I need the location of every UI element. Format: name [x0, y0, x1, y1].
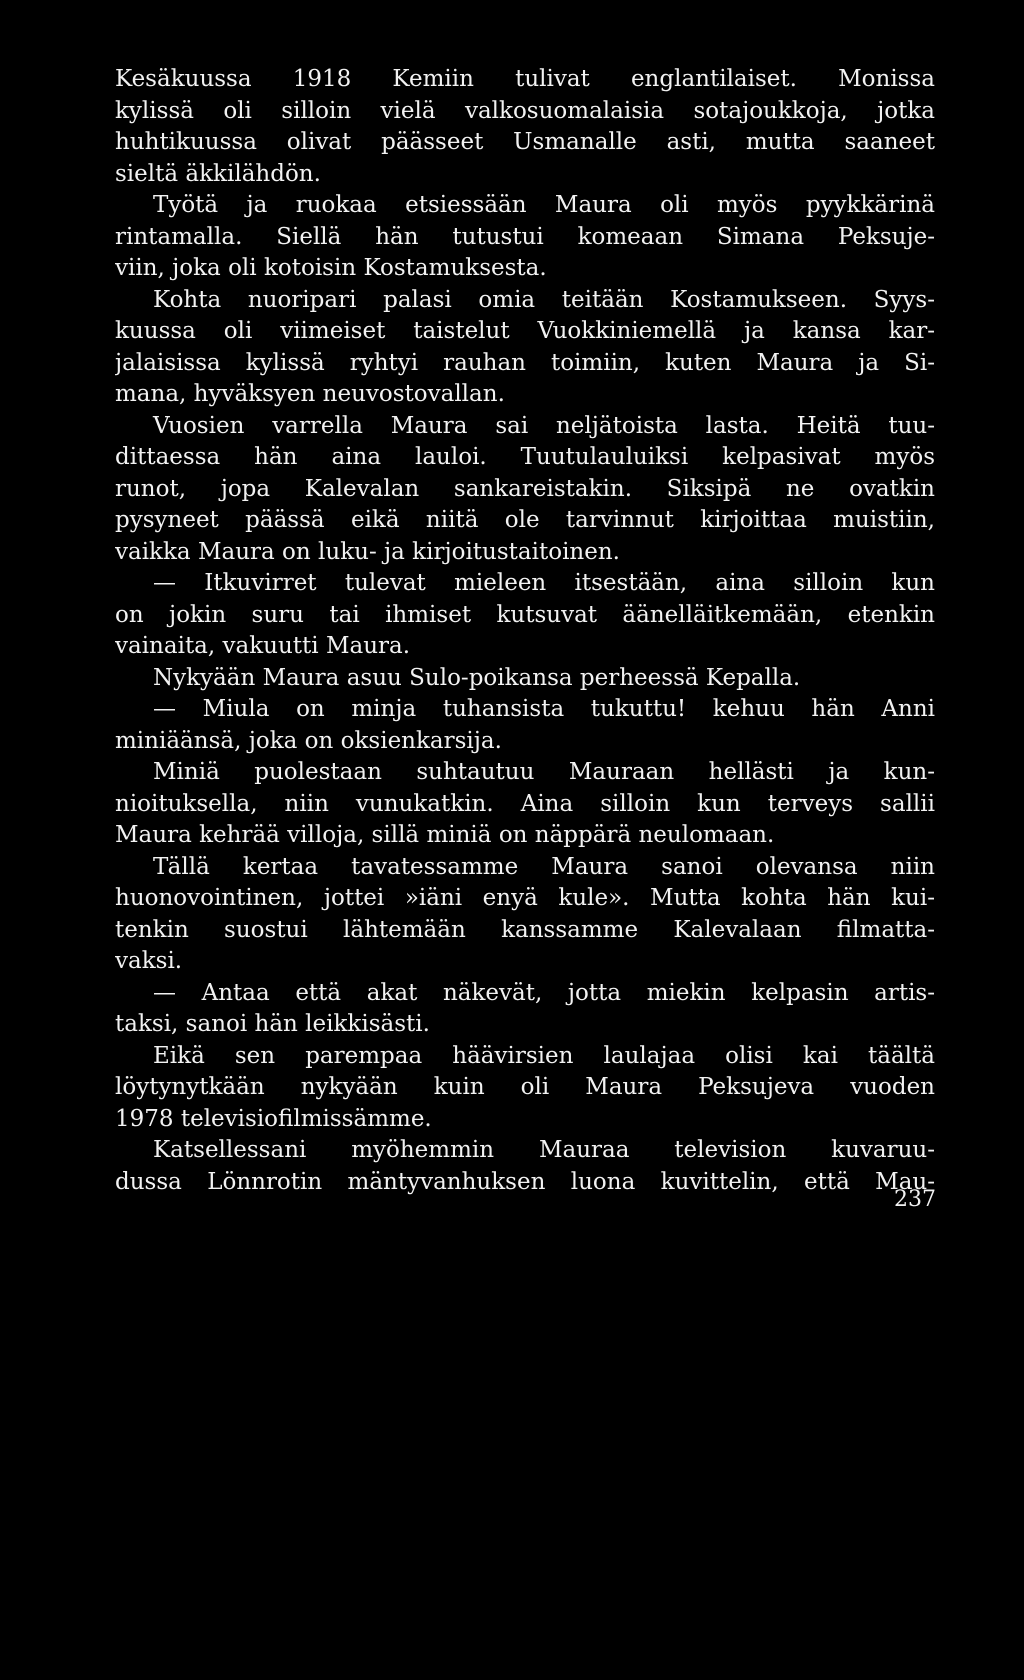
text-line: — Itkuvirret tulevat mieleen itsestään, aina silloin kun: [153, 570, 935, 596]
text-line: Vuosien varrella Maura sai neljätoista lasta. Heitä tuu-: [153, 412, 935, 439]
text-line: kylissä oli silloin vielä valkosuomalaisia sotajoukkoja, jotka: [115, 97, 935, 124]
text-line: pysyneet päässä eikä niitä ole tarvinnut kirjoittaa muistiin,: [115, 507, 935, 533]
text-line: Nykyään Maura asuu Sulo-poikansa perheessä Kepalla.: [153, 664, 801, 691]
text-line: Kohta nuoripari palasi omia teitään Kostamukseen. Syys-: [153, 286, 935, 313]
text-line: runot, jopa Kalevalan sankareistakin. Siksipä ne ovatkin: [115, 475, 935, 502]
text-line: Katsellessani myöhemmin Mauraa television kuvaruu-: [153, 1137, 935, 1163]
text-line: vainaita, vakuutti Maura.: [115, 633, 411, 659]
text-line: rintamalla. Siellä hän tutustui komeaan Simana Peksuje-: [115, 223, 935, 250]
text-line: taksi, sanoi hän leikkisästi.: [115, 1011, 430, 1037]
text-line: jalaisissa kylissä ryhtyi rauhan toimiin, kuten Maura ja Si-: [115, 349, 935, 376]
text-line: vaksi.: [115, 948, 183, 974]
text-line: on jokin suru tai ihmiset kutsuvat äänelläitkemään, etenkin: [115, 601, 935, 628]
text-line: Kesäkuussa 1918 Kemiin tulivat englantilaiset. Monissa: [115, 66, 935, 92]
text-line: huonovointinen, jottei »iäni enyä kule». Mutta kohta hän kui-: [115, 885, 935, 911]
text-line: tenkin suostui lähtemään kanssamme Kalevalaan filmatta-: [115, 916, 935, 943]
page-number: 237: [894, 1187, 936, 1212]
text-line: sieltä äkkilähdön.: [115, 160, 321, 187]
text-line: miniäänsä, joka on oksienkarsija.: [115, 727, 502, 754]
text-line: Eikä sen parempaa häävirsien laulajaa olisi kai täältä: [153, 1042, 935, 1069]
text-line: Tällä kertaa tavatessamme Maura sanoi olevansa niin: [153, 853, 935, 880]
text-line: viin, joka oli kotoisin Kostamuksesta.: [115, 255, 547, 281]
text-line: vaikka Maura on luku- ja kirjoitustaitoinen.: [115, 538, 620, 565]
text-line: — Antaa että akat näkevät, jotta miekin kelpasin artis-: [153, 979, 935, 1006]
text-line: — Miula on minja tuhansista tukuttu! kehuu hän Anni: [153, 696, 935, 722]
text-line: nioituksella, niin vunukatkin. Aina silloin kun terveys sallii: [115, 790, 935, 817]
text-line: Työtä ja ruokaa etsiessään Maura oli myös pyykkärinä: [153, 192, 935, 218]
text-line: kuussa oli viimeiset taistelut Vuokkiniemellä ja kansa kar-: [115, 318, 935, 344]
text-line: löytynytkään nykyään kuin oli Maura Peksujeva vuoden: [115, 1074, 935, 1100]
text-line: huhtikuussa olivat päässeet Usmanalle asti, mutta saaneet: [115, 129, 935, 155]
text-line: dussa Lönnrotin mäntyvanhuksen luona kuvittelin, että Mau-: [115, 1168, 935, 1195]
text-line: mana, hyväksyen neuvostovallan.: [115, 381, 505, 407]
text-line: dittaessa hän aina lauloi. Tuutulauluiksi kelpasivat myös: [115, 444, 935, 470]
text-line: Miniä puolestaan suhtautuu Mauraan hellästi ja kun-: [153, 759, 935, 785]
text-line: Maura kehrää villoja, sillä miniä on näppärä neulomaan.: [115, 822, 775, 848]
body-text: [115, 64, 935, 1198]
text-line: 1978 televisiofilmissämme.: [115, 1105, 432, 1132]
